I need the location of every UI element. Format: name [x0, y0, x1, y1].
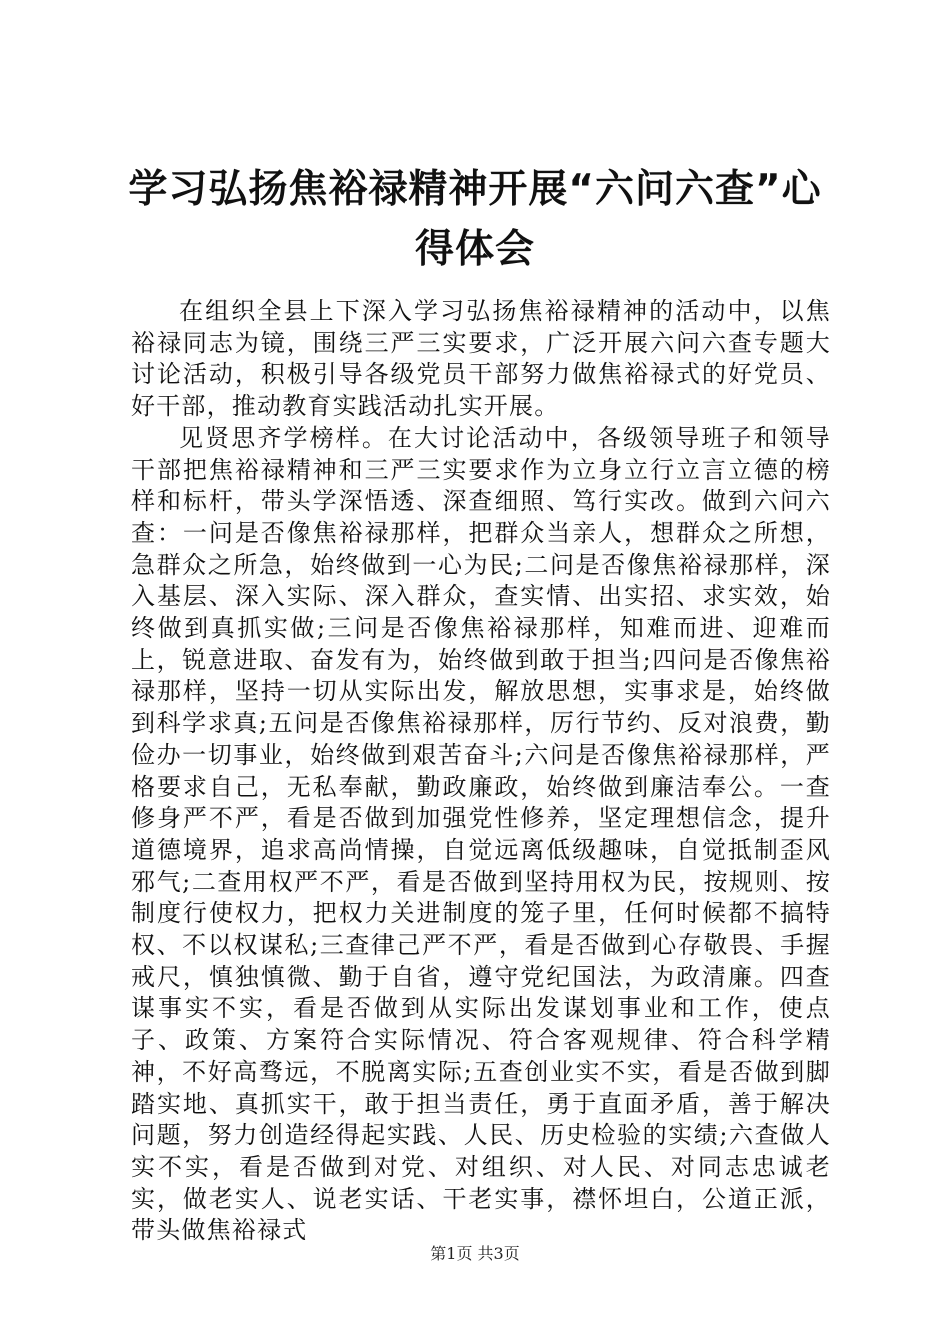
- paragraph-main: 见贤思齐学榜样。在大讨论活动中，各级领导班子和领导干部把焦裕禄精神和三严三实要求作为立身立行立言立德的榜样和标杆，带头学深悟透、深查细照、笃行实改。做到六问六查：一问是否像焦裕禄那样，把群众当亲人，想群众之所想，急群众之所急，始终做到一心为民;二问是否像焦裕禄那样，深入基层、深入实际、深入群众，查实情、出实招、求实效，始终做到真抓实做;三问是否像焦裕禄那样，知难而进、迎难而上，锐意进取、奋发有为，始终做到敢于担当;四问是否像焦裕禄那样，坚持一切从实际出发，解放思想，实事求是，始终做到科学求真;五问是否像焦裕禄那样，厉行节约、反对浪费，勤俭办一切事业，始终做到艰苦奋斗;六问是否像焦裕禄那样，严格要求自己，无私奉献，勤政廉政，始终做到廉洁奉公。一查修身严不严，看是否做到加强党性修养，坚定理想信念，提升道德境界，追求高尚情操，自觉远离低级趣味，自觉抵制歪风邪气;二查用权严不严，看是否做到坚持用权为民，按规则、按制度行使权力，把权力关进制度的笼子里，任何时候都不搞特权、不以权谋私;三查律己严不严，看是否做到心存敬畏、手握戒尺，慎独慎微、勤于自省，遵守党纪国法，为政清廉。四查谋事实不实，看是否做到从实际出发谋划事业和工作，使点子、政策、方案符合实际情况、符合客观规律、符合科学精神，不好高骛远，不脱离实际;五查创业实不实，看是否做到脚踏实地、真抓实干，敢于担当责任，勇于直面矛盾，善于解决问题，努力创造经得起实践、人民、历史检验的实绩;六查做人实不实，看是否做到对党、对组织、对人民、对同志忠诚老实，做老实人、说老实话、干老实事，襟怀坦白，公道正派，带头做焦裕禄式: [131, 423, 831, 1245]
- page-number-footer: 第1页 共3页: [430, 1244, 520, 1263]
- document-body: [131, 296, 831, 1247]
- paragraph-intro: 在组织全县上下深入学习弘扬焦裕禄精神的活动中，以焦裕禄同志为镜，围绕三严三实要求，广泛开展六问六查专题大讨论活动，积极引导各级党员干部努力做焦裕禄式的好党员、好干部，推动教育实践活动扎实开展。: [131, 297, 831, 421]
- document-title: 学习弘扬焦裕禄精神开展“六问六查”心得体会: [128, 167, 822, 272]
